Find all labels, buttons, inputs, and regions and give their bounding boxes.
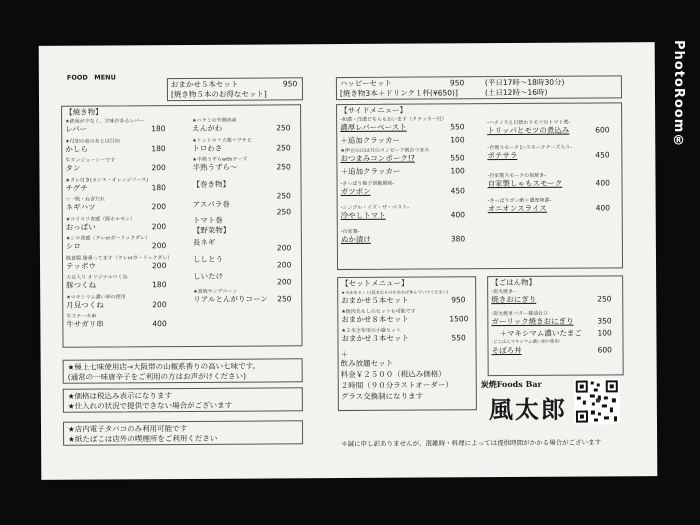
item-note: -どこはんマキシマム濃い卵の使用-	[491, 339, 561, 346]
nomihodai-fee: 料金￥２５００（税込み価格）	[340, 369, 446, 380]
item-note: -さっぱりポン酢＋濃厚卵黄-	[487, 197, 552, 205]
nomihodai-title: 飲み放題セット	[340, 358, 394, 369]
item-price: 180	[151, 143, 166, 153]
yakimono-item	[66, 293, 186, 313]
yasai-title: 【野菜物】	[192, 225, 231, 235]
notice-smoking-line2: ★紙たばこは店外の喫煙所をご利用ください	[68, 433, 218, 444]
item-note: 牛タンジューシーです	[65, 157, 116, 164]
yakimono-item	[66, 196, 186, 216]
item-note: ★付加の血のあとは日向	[65, 137, 120, 145]
happy-name: ハッピーセット	[339, 78, 393, 89]
item-price: 550	[451, 333, 466, 343]
logo-main: 風太郎	[488, 394, 567, 425]
side-menu-title: 【サイドメニュー】	[340, 105, 408, 116]
item-note: -自慢スモークと-スモークチーズ入り-	[487, 144, 573, 152]
item-name: おまかせ３本セット	[341, 333, 409, 344]
item-note: ★トントロ＋大葉＋ワサビ	[192, 137, 252, 144]
item-note: ★伊豆の山は共のコンビーフ風おつまみ	[340, 147, 430, 155]
side-left-list	[340, 116, 466, 248]
item-name: おつまみコンポーク!?	[340, 153, 415, 164]
item-name: えんがわ	[192, 123, 223, 133]
yakimono-item	[65, 157, 185, 177]
nomihodai-duration: ２時間（９０分ラストオーダー）	[340, 380, 453, 391]
gohan-list	[491, 288, 619, 356]
item-name: ＋マキシマム濃いたまご	[499, 328, 582, 339]
item-price: 380	[450, 234, 466, 244]
item-note: 豚直腸 脂乗ってます（タレorガーリックダレ）	[65, 254, 173, 262]
notice-shichimi-line2: (通常の一味唐辛子をご利用の方はお声がけください)	[67, 371, 247, 382]
item-name: おまかせ５本セット	[341, 295, 409, 306]
side-menu-section	[336, 102, 623, 270]
item-note: ★マキシマム濃い卵の使用	[66, 293, 126, 301]
item-price: 200	[152, 299, 167, 309]
item-price: 250	[276, 162, 291, 172]
makimono-title: 【巻き物】	[192, 179, 231, 189]
makimono-item	[193, 207, 298, 224]
item-price: 100	[450, 166, 465, 176]
item-note: ★シロ食感（タレorガーリックダレ）	[65, 235, 151, 242]
item-price: 200	[277, 276, 292, 286]
side-right-list	[487, 119, 618, 218]
side-item	[487, 119, 617, 145]
item-price: 400	[595, 178, 610, 188]
happy-header-box	[336, 75, 622, 100]
item-price: 400	[595, 203, 611, 213]
set-header-name: おまかせ５本セット	[170, 79, 239, 90]
side-item	[340, 116, 465, 136]
item-price: 200	[151, 260, 167, 270]
notice-tax	[63, 387, 303, 412]
yasai-item	[193, 254, 298, 272]
item-note: 大豆入り オリジナルつくね	[66, 274, 128, 281]
item-price: 250	[597, 294, 612, 304]
notice-shichimi	[63, 358, 303, 383]
yakimono-item	[66, 215, 186, 235]
item-name: おっぱい	[65, 222, 96, 232]
side-item	[487, 172, 617, 198]
set-header-desc: [焼き物５本のお得なセット]	[170, 89, 267, 100]
notice-supply-line: ★仕入れの状況で提供できない場合がございます	[67, 400, 233, 411]
item-price: 250	[276, 123, 291, 133]
item-price: 250	[276, 190, 291, 200]
item-price: 950	[451, 295, 466, 305]
set-item	[341, 289, 471, 309]
item-name: トマト巻	[192, 215, 223, 225]
notice-shichimi-line1: ★極上七味使用店→大阪帯の山椒系香りの高い七味です。	[67, 361, 261, 372]
side-item	[340, 166, 465, 181]
item-price: 180	[152, 280, 167, 290]
item-note: ★半熟うずらwithチーズ	[192, 156, 248, 163]
item-name: ぬか漬け	[340, 234, 371, 245]
item-price: 550	[450, 122, 465, 132]
set-item	[341, 327, 471, 347]
yakimono-item	[66, 235, 186, 255]
item-note: ☆一般・ねぎだれ	[65, 196, 106, 203]
item-price: 180	[151, 124, 166, 134]
yakimono-item	[192, 137, 297, 157]
item-name: おまかせ８本セット	[341, 314, 409, 325]
yasai-item	[193, 237, 298, 255]
logo-subtitle: 炭焼Foods Bar	[480, 378, 542, 390]
item-name: 焼きおにぎり	[491, 294, 537, 305]
item-note: ★２本全布用の小盛セット	[341, 327, 401, 335]
item-price: 180	[151, 182, 166, 192]
item-note: -さっぱり柚子胡椒風味-	[340, 180, 395, 188]
item-price: 200	[151, 241, 167, 251]
side-item	[341, 228, 466, 248]
item-name: 半熟うずら～	[192, 162, 238, 172]
item-name: 冷やしトマト	[340, 210, 386, 221]
item-name: テッポウ	[65, 261, 97, 271]
yakimono-title: 【焼き物】	[65, 107, 103, 117]
yakimono-item	[65, 176, 185, 196]
item-price: 200	[151, 202, 167, 212]
item-note: -ハチノスと日替わりモツのトマト煮-	[487, 119, 571, 127]
notice-tax-line: ★価格は税込み表示になります	[67, 391, 173, 401]
item-note: ★焼肉名もしのセットも可能です	[341, 308, 416, 316]
item-price: 200	[276, 242, 292, 252]
item-price: 450	[595, 150, 610, 160]
item-name: 自家製しゃもスモーク	[487, 178, 563, 189]
happy-price: 950	[449, 78, 465, 88]
item-name: 長ネギ	[192, 237, 216, 247]
photoroom-watermark: PhotoRoom®	[671, 40, 686, 150]
item-name: ＋追加クラッカー	[340, 166, 401, 177]
item-name: ししとう	[192, 254, 224, 264]
yakimono-left-list	[65, 118, 186, 333]
item-name: トリッパとモツの煮込み	[487, 125, 570, 136]
yakimono-item	[192, 156, 297, 176]
item-name: ポテサラ	[487, 150, 518, 161]
item-name: 牛サガリ串	[66, 319, 104, 329]
nomihodai-plus: ＋	[340, 350, 349, 360]
item-price: 600	[595, 125, 610, 135]
item-name: ＋追加クラッカー	[340, 135, 401, 146]
item-name: トロわさ	[192, 143, 223, 153]
menu-sheet	[39, 42, 658, 480]
item-name: リアルとんがりコーン	[193, 293, 268, 304]
item-name: しいたけ	[193, 271, 224, 281]
yakimono-item	[66, 274, 186, 294]
nomihodai-glass: グラス交換制になります	[340, 391, 424, 402]
item-price: 600	[597, 345, 612, 355]
side-item	[487, 144, 617, 173]
item-note: ★タレ付き(カシス・オレンジソース)	[65, 176, 149, 184]
item-price: 100	[450, 135, 465, 145]
gohan-section	[487, 275, 624, 376]
item-price: 200	[151, 163, 166, 173]
notice-smoking	[63, 420, 303, 445]
restaurant-logo	[481, 377, 571, 424]
notice-smoking-line1: ★店内電子タバコのみ利用可能です	[67, 423, 188, 434]
makimono-item	[193, 191, 298, 208]
yakimono-item	[66, 313, 186, 333]
item-price: 400	[450, 210, 466, 220]
side-item	[341, 180, 466, 205]
item-note: -自家製-	[340, 228, 360, 236]
item-name: かしら	[65, 144, 88, 154]
item-price: 450	[450, 186, 465, 196]
item-note: ★コリコリ食感（豚ホルモン）	[65, 215, 136, 223]
item-price: 100	[597, 328, 612, 338]
side-item	[340, 147, 465, 167]
item-note: -炭火焼き-	[491, 288, 515, 296]
nomihodai-block	[341, 349, 481, 401]
yasai-item	[193, 271, 298, 289]
item-note: ★ハラミの外側肉串	[192, 117, 237, 124]
item-price: 200	[276, 259, 292, 269]
set-menu-list	[341, 289, 471, 347]
menu-title: FOOD MENU	[66, 73, 116, 82]
yakimono-item	[192, 117, 297, 137]
item-name: ネギハツ	[65, 202, 96, 212]
side-item	[340, 135, 465, 148]
set-item	[341, 308, 471, 328]
side-item	[341, 204, 466, 229]
yakimono-item	[65, 118, 185, 138]
item-price: 550	[450, 153, 465, 163]
gohan-title: 【ごはん物】	[491, 277, 537, 288]
notice-wait-time: ＊誠に申し訳ありませんが、混雑時・料理によっては提供時間がかかる場合がございます	[341, 438, 602, 449]
item-price: 200	[151, 221, 167, 231]
gohan-item	[491, 288, 619, 311]
side-item	[488, 197, 618, 218]
item-name: ガーリック焼きおにぎり	[491, 316, 574, 327]
gohan-item	[491, 310, 619, 329]
item-price: 250	[276, 206, 292, 216]
item-price: 400	[152, 319, 167, 329]
item-note: -自家製スモークの炭焼き-	[487, 172, 546, 180]
happy-desc: [焼き物3本＋ドリンク１杯(¥650)]	[339, 88, 458, 99]
item-note: ★鉄臭が少なく、甘味があるレバー	[65, 118, 145, 125]
item-name: タン	[65, 163, 81, 173]
item-name: そぼろ丼	[491, 345, 522, 356]
set-header-box	[167, 77, 303, 101]
yakimono-right-list	[192, 117, 298, 305]
happy-time-weekday: (平日17時～18時30分)	[484, 77, 565, 88]
set-menu-title: 【セットメニュー】	[341, 278, 409, 289]
item-note: ★ 5本本セット(基本なものがあれば休んでいけください)	[341, 289, 449, 296]
yasai-item	[193, 288, 298, 306]
item-name: 濃厚レバーペースト	[340, 122, 407, 133]
item-name: シロ	[65, 241, 81, 251]
item-note: ★炭焼ヤングコーン	[193, 288, 238, 295]
item-name: アスパラ巻	[192, 199, 230, 209]
happy-time-weekend: (土日12時～16時)	[484, 87, 548, 98]
item-name: 豚つくね	[66, 280, 97, 290]
yakimono-section	[61, 104, 302, 347]
item-price: 250	[277, 293, 292, 303]
item-name: 月見つくね	[66, 299, 104, 310]
item-note: -シンプル・イズ・ザ・ベスト-	[340, 204, 409, 212]
qr-code-icon[interactable]	[574, 378, 620, 424]
item-price: 250	[276, 142, 291, 152]
item-name: レバー	[65, 124, 88, 134]
item-note: 牛ステーキ串	[66, 313, 97, 320]
item-note: -炭火焼きバター醤油仕立	[491, 310, 549, 318]
item-name: ガツポン	[340, 186, 371, 197]
yakimono-item	[66, 254, 186, 274]
item-price: 1500	[449, 314, 469, 324]
item-note: -和漢・洋漢どちらもおいます（クラッカー付）	[340, 116, 447, 124]
gohan-item	[491, 339, 619, 356]
item-name: オニオンスライス	[487, 203, 547, 214]
set-header-price: 950	[282, 79, 298, 89]
yakimono-item	[65, 137, 185, 157]
item-price: 350	[597, 316, 612, 326]
gohan-item	[491, 328, 619, 340]
item-name: チグチ	[65, 183, 88, 193]
